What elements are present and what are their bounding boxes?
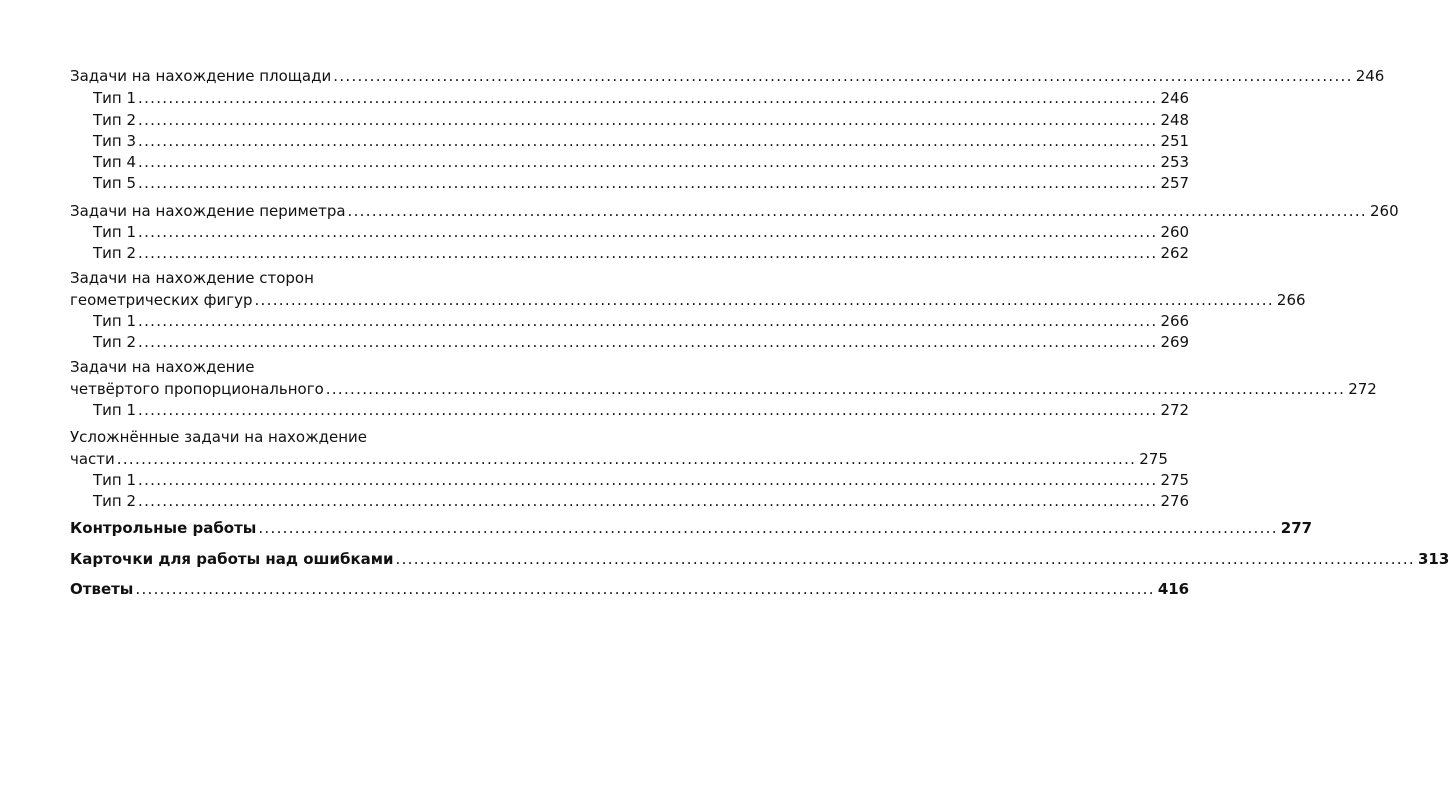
toc-subentry <box>93 87 1190 109</box>
toc-subentry-label: Тип 1 <box>93 223 137 241</box>
page-number: 248 <box>1160 111 1190 129</box>
dot-leader: ........................................................................................................................................................................ <box>138 89 1158 107</box>
dot-leader: ........................................................................................................................................................................ <box>254 291 1274 309</box>
toc-subentry-label: Тип 1 <box>93 471 137 489</box>
toc-subentry-label: Тип 1 <box>93 401 137 419</box>
page-number: 246 <box>1355 67 1385 85</box>
toc-entry-title: Ответы <box>70 580 134 598</box>
toc-subentry-label: Тип 2 <box>93 492 137 510</box>
dot-leader: ........................................................................................................................................................................ <box>138 471 1158 489</box>
page-number: 260 <box>1160 223 1190 241</box>
toc-subentry-label: Тип 4 <box>93 153 137 171</box>
toc-entry-title: Задачи на нахождение площади <box>70 67 332 85</box>
toc-subentry <box>93 469 1190 491</box>
dot-leader: ........................................................................................................................................................................ <box>135 580 1155 598</box>
dot-leader: ........................................................................................................................................................................ <box>138 174 1158 192</box>
toc-subentry <box>93 130 1190 152</box>
dot-leader: ........................................................................................................................................................................ <box>138 244 1158 262</box>
toc-entry-answers <box>70 578 1190 600</box>
toc-subentry-label: Тип 3 <box>93 132 137 150</box>
toc-subentry-label: Тип 2 <box>93 333 137 351</box>
toc-entry-title: части <box>70 450 115 468</box>
toc-subentry-label: Тип 1 <box>93 312 137 330</box>
toc-entry-title: Задачи на нахождение периметра <box>70 202 346 220</box>
page-number: 253 <box>1160 153 1190 171</box>
toc-subentry <box>93 310 1190 332</box>
toc-entry-parts-line1: Усложнённые задачи на нахождение <box>70 428 367 446</box>
toc-entry-title: четвёртого пропорционального <box>70 380 324 398</box>
toc-entry-parts <box>70 448 1168 470</box>
dot-leader: ........................................................................................................................................................................ <box>325 380 1346 398</box>
page-number: 275 <box>1139 450 1168 468</box>
dot-leader: ........................................................................................................................................................................ <box>333 67 1353 85</box>
toc-subentry <box>93 151 1190 173</box>
toc-subentry-label: Тип 1 <box>93 89 137 107</box>
page-number: 257 <box>1160 174 1190 192</box>
toc-entry-tests <box>70 517 1313 539</box>
page-number: 262 <box>1160 244 1190 262</box>
toc-entry-perimeter <box>70 200 1399 222</box>
toc-subentry <box>93 242 1190 264</box>
page-number: 266 <box>1276 291 1306 309</box>
page-number: 272 <box>1160 401 1190 419</box>
toc-entry-sides-line1: Задачи на нахождение сторон <box>70 269 314 287</box>
toc-subentry <box>93 490 1190 512</box>
toc-entry-proportional <box>70 378 1377 400</box>
toc-entry-title: геометрических фигур <box>70 291 253 309</box>
page-number: 260 <box>1369 202 1399 220</box>
page-number: 246 <box>1160 89 1190 107</box>
page-number: 269 <box>1160 333 1190 351</box>
page-number: 251 <box>1160 132 1190 150</box>
toc-entry-title: Карточки для работы над ошибками <box>70 550 394 568</box>
dot-leader: ........................................................................................................................................................................ <box>138 111 1158 129</box>
page-number: 416 <box>1157 580 1190 598</box>
page-number: 313 <box>1417 550 1449 568</box>
dot-leader: ........................................................................................................................................................................ <box>116 450 1137 468</box>
toc-subentry-label: Тип 2 <box>93 111 137 129</box>
page-number: 276 <box>1160 492 1190 510</box>
dot-leader: ........................................................................................................................................................................ <box>258 519 1278 537</box>
page-number: 277 <box>1280 519 1313 537</box>
page-number: 275 <box>1160 471 1190 489</box>
toc-subentry-label: Тип 5 <box>93 174 137 192</box>
toc-entry-proportional-line1: Задачи на нахождение <box>70 358 255 376</box>
page-number: 266 <box>1160 312 1190 330</box>
toc-entry-title: Контрольные работы <box>70 519 257 537</box>
toc-subentry <box>93 109 1190 131</box>
dot-leader: ........................................................................................................................................................................ <box>138 333 1158 351</box>
toc-subentry <box>93 399 1190 421</box>
dot-leader: ........................................................................................................................................................................ <box>347 202 1367 220</box>
toc-entry-area <box>70 65 1385 87</box>
page-number: 272 <box>1348 380 1377 398</box>
dot-leader: ........................................................................................................................................................................ <box>138 312 1158 330</box>
dot-leader: ........................................................................................................................................................................ <box>138 153 1158 171</box>
toc-subentry <box>93 221 1190 243</box>
toc-subentry-label: Тип 2 <box>93 244 137 262</box>
dot-leader: ........................................................................................................................................................................ <box>138 132 1158 150</box>
toc-subentry <box>93 331 1190 353</box>
dot-leader: ........................................................................................................................................................................ <box>138 492 1158 510</box>
dot-leader: ........................................................................................................................................................................ <box>395 550 1415 568</box>
toc-entry-cards <box>70 548 1449 570</box>
dot-leader: ........................................................................................................................................................................ <box>138 401 1158 419</box>
toc-entry-sides <box>70 289 1306 311</box>
toc-subentry <box>93 172 1190 194</box>
dot-leader: ........................................................................................................................................................................ <box>138 223 1158 241</box>
